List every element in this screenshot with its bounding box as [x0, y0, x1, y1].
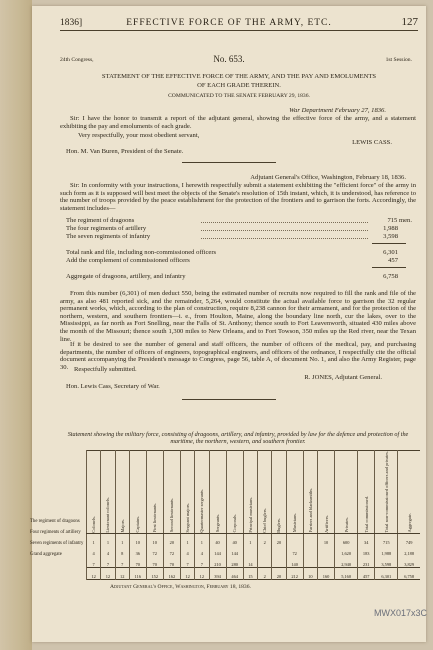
book-binding	[0, 0, 32, 650]
letter2-closing: Respectfully submitted.	[74, 366, 137, 373]
letter2-signature: R. JONES, Adjutant General.	[304, 374, 382, 381]
table-cell: 140	[286, 556, 303, 568]
header-year: 1836]	[60, 18, 83, 28]
table-cell: 10	[318, 534, 335, 546]
table-cell: 4	[195, 545, 209, 556]
table-cell: 2,940	[335, 556, 358, 568]
table-cell	[272, 545, 286, 556]
table-cell: 7	[180, 556, 194, 568]
letter1-body: Sir: I have the honor to transmit a report of the adjutant general, showing the effective force of the army, and a statement exhibiting the pay and emoluments of each grade.	[60, 115, 416, 130]
table-cell: 2,188	[398, 545, 420, 556]
table-row	[87, 534, 421, 546]
table-cell: 10	[303, 568, 317, 580]
letter2-dateline: Adjutant General's Office, Washington, February 18, 1836.	[250, 174, 406, 181]
column-header: Aggregate.	[398, 451, 420, 534]
table-cell: 12	[87, 568, 101, 580]
table-cell: 4	[87, 545, 101, 556]
communicated-line: COMMUNICATED TO THE SENATE FEBRUARY 29, 1836.	[168, 93, 310, 99]
aggregate-row	[66, 273, 412, 280]
table-cell: 457	[358, 568, 375, 580]
table-cell: 183	[358, 545, 375, 556]
letter1-dateline: War Department February 27, 1836.	[289, 107, 386, 114]
letter1-closing: Very respectfully, your most obedient servant,	[78, 132, 200, 139]
column-header: First lieutenants.	[146, 451, 163, 534]
table-cell: 231	[358, 556, 375, 568]
table-cell: 1	[115, 534, 129, 546]
table-cell: 15	[243, 568, 257, 580]
item-label: The four regiments of artillery	[66, 225, 147, 232]
column-header: Buglers.	[272, 451, 286, 534]
table-cell: 6,758	[398, 568, 420, 580]
table-cell: 12	[101, 568, 115, 580]
column-header: Farriers and blacksmiths.	[303, 451, 317, 534]
title-line-1: STATEMENT OF THE EFFECTIVE FORCE OF THE ARMY, AND THE PAY AND EMOLUMENTS	[101, 73, 377, 80]
table-row-labels	[30, 516, 90, 560]
table-cell: 7	[115, 556, 129, 568]
table-cell: 12	[115, 568, 129, 580]
column-header: Quartermaster sergeants.	[195, 451, 209, 534]
item-label: The seven regiments of infantry	[66, 233, 151, 240]
table-cell	[286, 534, 303, 546]
column-header: Second lieutenants.	[163, 451, 180, 534]
table-cell: 464	[226, 568, 243, 580]
table-cell: 20	[272, 568, 286, 580]
table-cell	[303, 545, 317, 556]
table-cell: 12	[195, 568, 209, 580]
table-cell: 1	[243, 534, 257, 546]
column-header: Colonels.	[87, 451, 101, 534]
table-cell: 72	[286, 545, 303, 556]
item-label: The regiment of dragoons	[66, 217, 135, 224]
table-cell: 70	[129, 556, 146, 568]
table-cell: 72	[163, 545, 180, 556]
force-table-grid	[86, 450, 420, 580]
table-cell: 10	[146, 534, 163, 546]
item-infantry	[66, 233, 412, 240]
table-cell	[258, 545, 272, 556]
column-header: Total commissioned.	[358, 451, 375, 534]
table-cell: 600	[335, 534, 358, 546]
table-cell: 144	[226, 545, 243, 556]
table-cell	[258, 556, 272, 568]
item-dragoons	[66, 217, 412, 224]
table-cell: 34	[358, 534, 375, 546]
table-cell: 749	[398, 534, 420, 546]
table-cell: 14	[243, 556, 257, 568]
running-header	[32, 10, 426, 28]
table-cell: 1,620	[335, 545, 358, 556]
table-cell: 2	[258, 534, 272, 546]
table-cell	[318, 545, 335, 556]
table-cell: 1	[87, 534, 101, 546]
total-label: Total rank and file, including non-commissioned officers	[66, 249, 217, 256]
table-row	[87, 545, 421, 556]
table-cell: 160	[318, 568, 335, 580]
table-cell: 12	[180, 568, 194, 580]
table-cell: 7	[101, 556, 115, 568]
row-label: Seven regiments of infantry	[30, 541, 84, 546]
table-cell: 144	[209, 545, 226, 556]
table-cell: 40	[226, 534, 243, 546]
column-header: Corporals.	[226, 451, 243, 534]
table-cell: 280	[226, 556, 243, 568]
column-header: Total non-commissioned officers and privates.	[375, 451, 398, 534]
column-header: Artificers.	[318, 451, 335, 534]
table-cell: 6,301	[375, 568, 398, 580]
letter1-addressee: Hon. M. Van Buren, President of the Senate.	[66, 148, 184, 155]
table-cell: 5,160	[335, 568, 358, 580]
column-header: Principal musicians.	[243, 451, 257, 534]
aggregate-value: 6,758	[383, 273, 398, 280]
table-cell: 4	[180, 545, 194, 556]
congress-label: 24th Congress,	[60, 57, 94, 63]
table-cell: 8	[115, 545, 129, 556]
row-label: The regiment of dragoons	[30, 519, 80, 524]
document-number: No. 653.	[213, 54, 245, 64]
table-cell: 394	[209, 568, 226, 580]
session-label: 1st Session.	[385, 57, 412, 63]
total-row	[66, 249, 412, 256]
table-cell: 36	[129, 545, 146, 556]
aggregate-label: Aggregate of dragoons, artillery, and infantry	[66, 273, 186, 280]
header-page-number: 127	[401, 16, 418, 28]
letter2-body: Sir: In conformity with your instructions, I herewith respectfully submit a statement exhibiting the "efficient force" of the army in such form as it is supposed will best meet the objects of the Senate's resolution of 15th instant, which, it is understood, has reference to the number of troops provided by the peace establishment for the protection of the frontiers and to garrison the forts. Accordingly, the statement includes—	[60, 182, 416, 212]
table-cell: 1	[101, 534, 115, 546]
row-label: Four regiments of artillery	[30, 530, 81, 535]
table-cell: 1	[195, 534, 209, 546]
table-cell	[303, 556, 317, 568]
table-footer: Adjutant General's Office, Washington, February 18, 1836.	[110, 584, 251, 590]
archive-stamp: MWX017x3C	[374, 608, 428, 618]
table-cell: 70	[146, 556, 163, 568]
table-cell: 152	[146, 568, 163, 580]
column-header: Sergeant majors.	[180, 451, 194, 534]
total-value: 6,301	[383, 249, 398, 256]
table-cell: 70	[163, 556, 180, 568]
column-header: Musicians.	[286, 451, 303, 534]
table-cell: 3,829	[398, 556, 420, 568]
table-cell: 1	[180, 534, 194, 546]
header-rule	[60, 30, 418, 31]
table-cell: 40	[209, 534, 226, 546]
table-cell: 715	[375, 534, 398, 546]
item-value: 1,988	[383, 225, 398, 232]
table-cell	[318, 556, 335, 568]
table-row	[87, 556, 421, 568]
table-cell: 20	[163, 534, 180, 546]
table-cell: 210	[209, 556, 226, 568]
table-cell: 2	[258, 568, 272, 580]
section-rule	[182, 162, 276, 163]
table-cell: 7	[87, 556, 101, 568]
column-header: Chief buglers.	[258, 451, 272, 534]
column-header: Lieutenant colonels.	[101, 451, 115, 534]
table-cell: 3,598	[375, 556, 398, 568]
table-cell: 4	[101, 545, 115, 556]
item-value: 715 men.	[387, 217, 412, 224]
table-cell: 72	[146, 545, 163, 556]
table-cell: 212	[286, 568, 303, 580]
item-value: 3,598	[383, 233, 398, 240]
table-cell: 162	[163, 568, 180, 580]
column-header: Captains.	[129, 451, 146, 534]
add-value: 457	[388, 257, 398, 264]
column-header: Privates.	[335, 451, 358, 534]
table-cell	[272, 556, 286, 568]
table-cell: 10	[129, 534, 146, 546]
title-line-2: OF EACH GRADE THEREIN.	[197, 82, 281, 89]
table-cell	[303, 534, 317, 546]
add-row	[66, 257, 412, 264]
section-rule-2	[182, 399, 276, 400]
table-cell: 116	[129, 568, 146, 580]
table-row	[87, 568, 421, 580]
add-label: Add the complement of commissioned officers	[66, 257, 190, 264]
table-cell: 7	[195, 556, 209, 568]
sum-rule-2	[372, 267, 406, 268]
letter2-paragraph-2: From this number (6,301) of men deduct 550, being the estimated number of recruits now required to fill the rank and file of the army, as also 481 reported sick, and the remainder, 5,264, would constitute the actual available force to garrison the 32 regular permanent works, which, according to the plan of construction, require 8,238 cannon for their armament, and for the protection of the northern, western, and southern frontiers—i. e., from Houlton, Maine, along the boundary line north, cur the lakes, over to the Mississippi, as far north as Fort Snelling, near the Falls of St. Anthony; thence south to Fort Leavenworth, situated 430 miles above the month of the Missouri; thence south 1,300 miles to New Orleans, and to Fort Towson, 350 miles up the Red river, near the Texan line.	[60, 290, 416, 343]
sum-rule	[372, 243, 406, 244]
table-cell	[243, 545, 257, 556]
row-label: Grand aggregate	[30, 552, 62, 557]
letter2-paragraph-3: If it be desired to see the number of general and staff officers, the number of officers of the medical, pay, and purchasing departments, the number of officers of engineers, topographical engineers, and officers of the ordnance, I respectfully cite the official document accompanying the President's message to Congress, page 56, table A, of document No. 1, and also the Army Register, page 30.	[60, 341, 416, 371]
table-cell: 1,988	[375, 545, 398, 556]
table-cell: 20	[272, 534, 286, 546]
table-caption: Statement showing the military force, consisting of dragoons, artillery, and infantry, provided by law for the defence and protection of the maritime, the northern, western, and southern frontier.	[67, 431, 409, 445]
item-artillery	[66, 225, 412, 232]
column-header: Majors.	[115, 451, 129, 534]
header-title: EFFECTIVE FORCE OF THE ARMY, ETC.	[126, 18, 332, 28]
column-header: Sergeants.	[209, 451, 226, 534]
letter1-signature: LEWIS CASS.	[352, 139, 392, 146]
letter2-addressee: Hon. Lewis Cass, Secretary of War.	[66, 383, 160, 390]
